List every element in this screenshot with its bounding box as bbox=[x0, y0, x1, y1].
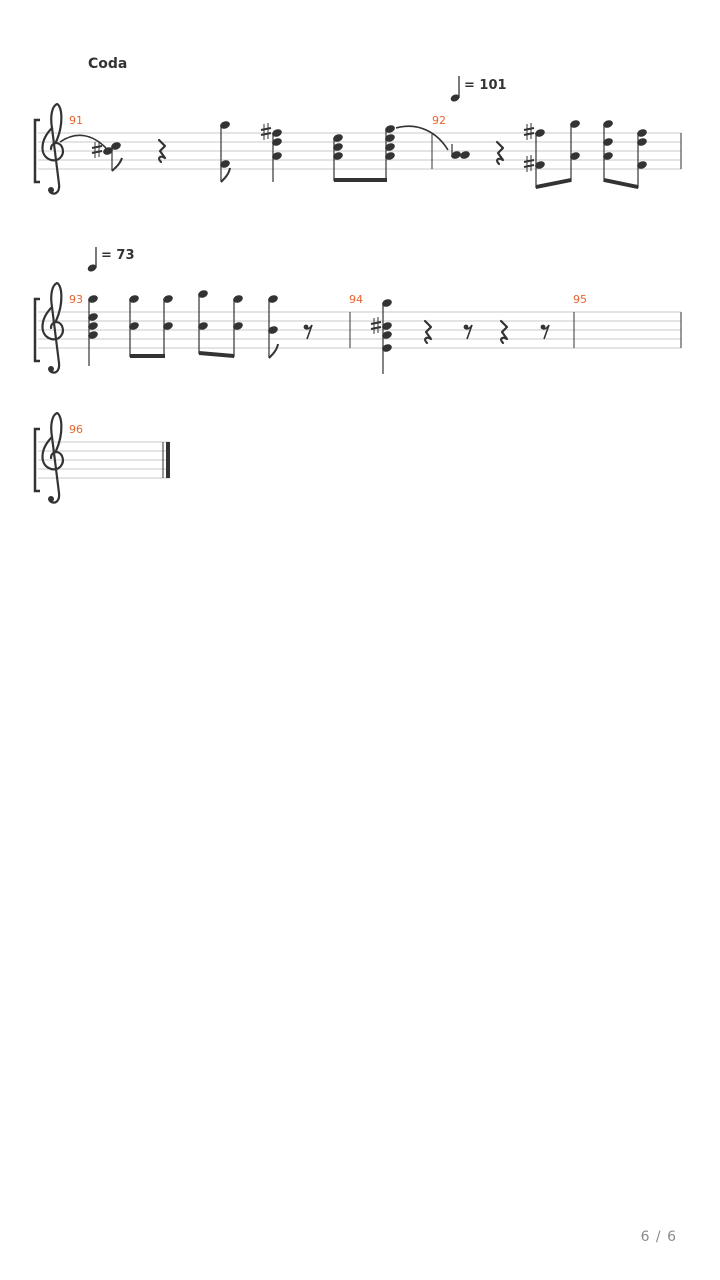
measure-number: 96 bbox=[69, 423, 83, 436]
measure-number: 93 bbox=[69, 293, 83, 306]
staff-system-2 bbox=[35, 283, 681, 374]
measure-number: 95 bbox=[573, 293, 587, 306]
staff-system-3 bbox=[35, 413, 170, 503]
tempo-label: = 73 bbox=[101, 248, 135, 263]
page-indicator: 6 / 6 bbox=[640, 1229, 677, 1245]
tempo-marking bbox=[450, 76, 507, 103]
section-title: Coda bbox=[88, 56, 128, 72]
tempo-label: = 101 bbox=[464, 78, 507, 93]
measure-number: 91 bbox=[69, 114, 83, 127]
tempo-marking bbox=[87, 247, 135, 273]
measure-number: 92 bbox=[432, 114, 446, 127]
measure-number: 94 bbox=[349, 293, 363, 306]
treble-clef-icon bbox=[42, 413, 62, 503]
staff-system-1 bbox=[35, 104, 681, 194]
treble-clef-icon bbox=[42, 104, 62, 194]
treble-clef-icon bbox=[42, 283, 62, 373]
